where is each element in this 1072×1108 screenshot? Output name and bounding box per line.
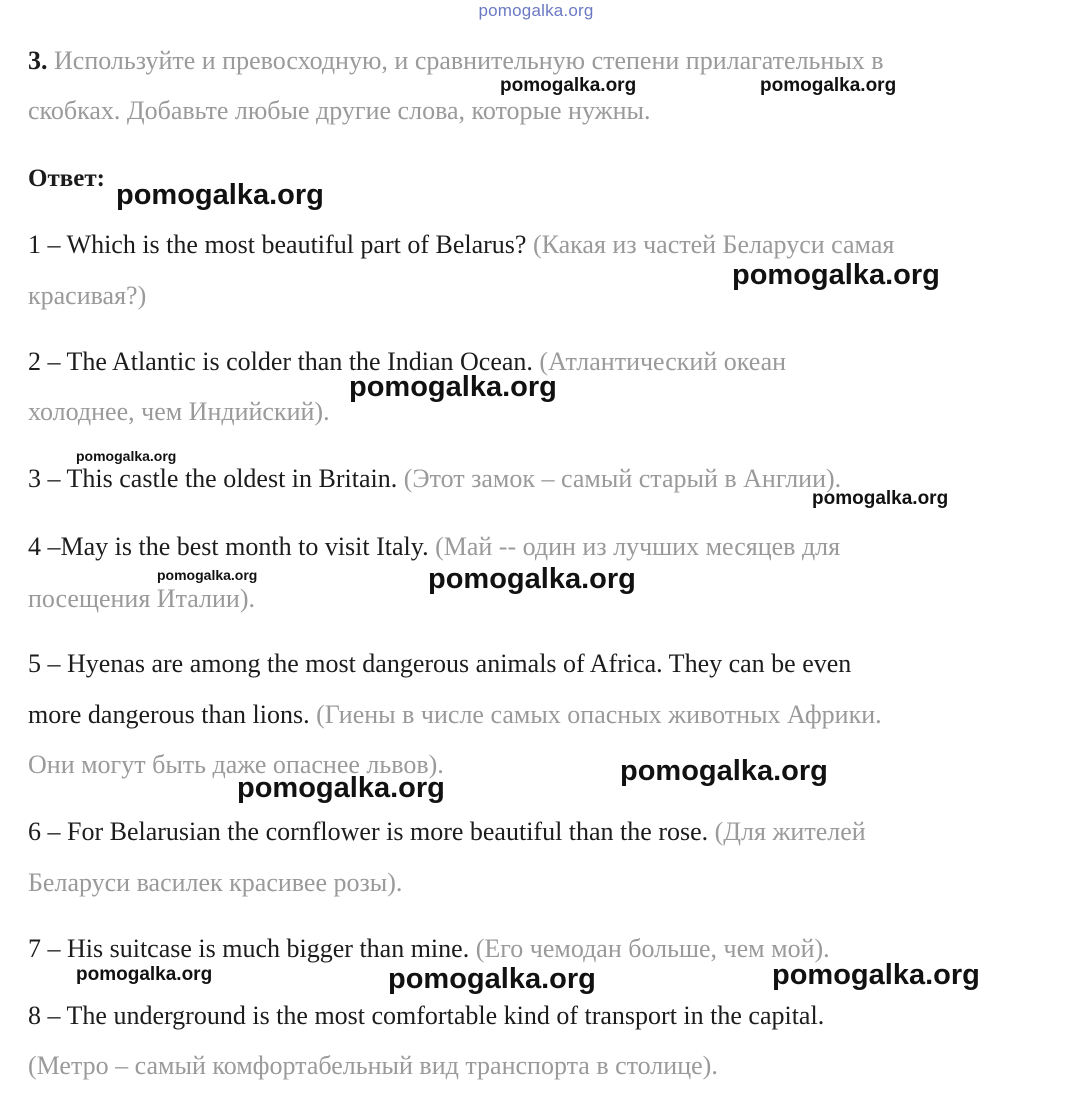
answer-4-russian: (Май -- один из лучших месяцев для <box>435 532 841 561</box>
answer-1-russian-cont: красивая?) <box>28 281 147 310</box>
watermark-text: pomogalka.org <box>760 75 897 96</box>
watermark-text: pomogalka.org <box>772 959 980 991</box>
answer-6 <box>28 817 866 847</box>
answer-4 <box>28 532 840 562</box>
answer-5-line2 <box>28 700 882 730</box>
watermark-text: pomogalka.org <box>388 963 596 995</box>
watermark-text: pomogalka.org <box>428 563 636 595</box>
watermark-text: pomogalka.org <box>732 259 940 291</box>
answer-3-russian: (Этот замок – самый старый в Англии). <box>403 464 842 493</box>
answer-7-russian: (Его чемодан больше, чем мой). <box>475 934 830 963</box>
watermark-text: pomogalka.org <box>157 567 258 583</box>
answer-4-english: 4 –May is the best month to visit Italy. <box>28 532 429 561</box>
answer-2-english: 2 – The Atlantic is colder than the Indian Ocean. <box>28 347 533 376</box>
watermark-text: pomogalka.org <box>237 772 445 804</box>
answer-3-english: 3 – This castle the oldest in Britain. <box>28 464 398 493</box>
answer-5-english-cont: more dangerous than lions. <box>28 700 310 729</box>
task-number: 3. <box>28 46 48 75</box>
answer-2-russian-cont: холоднее, чем Индийский). <box>28 397 330 426</box>
answer-1-russian: (Какая из частей Беларуси самая <box>532 230 895 259</box>
answer-1-english: 1 – Which is the most beautiful part of Belarus? <box>28 230 527 259</box>
task-instruction-text: Используйте и превосходную, и сравнительную степени прилагательных в <box>54 46 884 75</box>
answer-2-russian: (Атлантический океан <box>539 347 787 376</box>
watermark-text: pomogalka.org <box>812 488 949 509</box>
answer-8-russian: (Метро – самый комфортабельный вид транспорта в столице). <box>28 1051 718 1080</box>
answer-3 <box>28 464 841 494</box>
watermark-text: pomogalka.org <box>116 179 324 211</box>
answer-7 <box>28 934 830 964</box>
answer-6-russian-cont: Беларуси василек красивее розы). <box>28 868 403 897</box>
answer-4-russian-cont: посещения Италии). <box>28 584 255 613</box>
answer-5: 5 – Hyenas are among the most dangerous animals of Africa. They can be even <box>28 649 852 678</box>
answer-7-english: 7 – His suitcase is much bigger than mine. <box>28 934 470 963</box>
answer-1 <box>28 230 894 260</box>
task-instruction-line2: скобках. Добавьте любые другие слова, которые нужны. <box>28 96 651 125</box>
answer-6-english: 6 – For Belarusian the cornflower is more beautiful than the rose. <box>28 817 709 846</box>
answer-heading: Ответ: <box>28 165 105 192</box>
watermark-text: pomogalka.org <box>76 448 177 464</box>
answer-5-russian-cont: Они могут быть даже опаснее львов). <box>28 750 444 779</box>
watermark-text: pomogalka.org <box>349 371 557 403</box>
answer-8-english: 8 – The underground is the most comfortable kind of transport in the capital. <box>28 1001 825 1030</box>
watermark-text: pomogalka.org <box>76 964 213 985</box>
answer-6-russian: (Для жителей <box>714 817 866 846</box>
answer-5-russian: (Гиены в числе самых опасных животных Африки. <box>316 700 882 729</box>
site-watermark-top: pomogalka.org <box>478 1 594 20</box>
watermark-text: pomogalka.org <box>620 755 828 787</box>
watermark-text: pomogalka.org <box>500 75 637 96</box>
task-instruction-line1 <box>28 46 884 76</box>
